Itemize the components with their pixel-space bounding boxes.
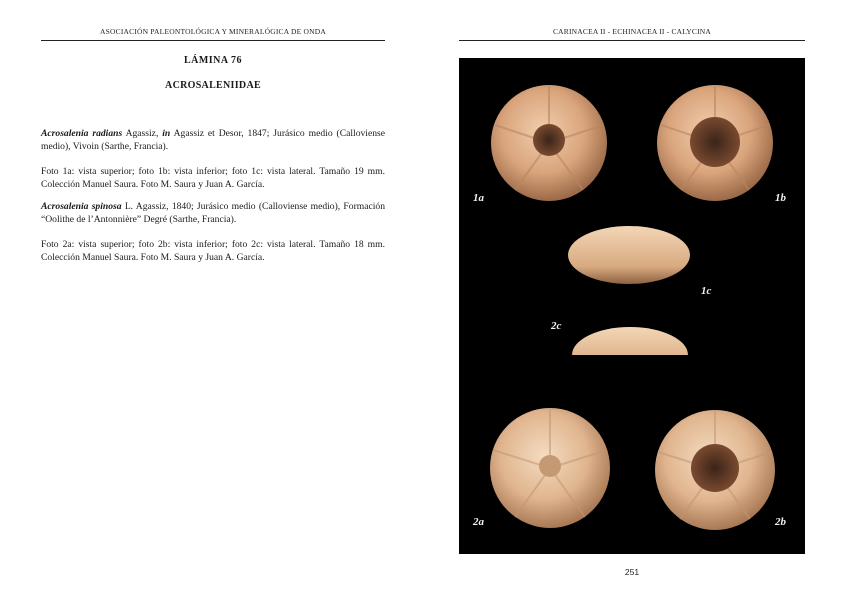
figure-label-1b: 1b xyxy=(775,192,786,204)
species-name-1: Acrosalenia radians xyxy=(41,128,123,139)
running-head-left: ASOCIACIÓN PALEONTOLÓGICA Y MINERALÓGICA DE ONDA xyxy=(100,27,326,36)
species-entry-2 xyxy=(41,200,385,226)
species-author-2: L. Agassiz, 1840; Jurásico medio (Calloviense medio), Formación “Oolithe de l’Antonnière” Degré (Sarthe, Francia). xyxy=(41,201,385,226)
photo-caption-2: Foto 2a: vista superior; foto 2b: vista inferior; foto 2c: vista lateral. Tamaño 18 mm. Colección Manuel Saura. Foto M. Saura y Juan A. García. xyxy=(41,239,385,264)
specimen-2a xyxy=(490,408,610,528)
species-entry-1 xyxy=(41,127,385,153)
figure-label-1a: 1a xyxy=(473,192,484,204)
photo-caption-1: Foto 1a: vista superior; foto 1b: vista inferior; foto 1c: vista lateral. Tamaño 19 mm. Colección Manuel Saura. Foto M. Saura y Juan A. García. xyxy=(41,166,385,191)
species-name-2: Acrosalenia spinosa xyxy=(41,201,122,212)
figure-label-2a: 2a xyxy=(473,516,484,528)
plate-title: LÁMINA 76 xyxy=(183,55,243,66)
specimen-photos xyxy=(459,58,805,554)
species-author-pre-1: Agassiz, xyxy=(122,128,163,139)
family-title: ACROSALENIIDAE xyxy=(165,80,261,91)
specimen-1c xyxy=(568,226,690,284)
running-head-right: CARINACEA II - ECHINACEA II - CALYCINA xyxy=(552,27,712,36)
header-rule-right xyxy=(459,40,805,41)
specimen-2c xyxy=(572,327,688,383)
figure-label-2b: 2b xyxy=(775,516,786,528)
specimen-1b xyxy=(657,85,773,201)
photo-plate xyxy=(459,58,805,554)
figure-label-1c: 1c xyxy=(701,285,712,297)
species-author-post-1: Agassiz et Desor, 1847; Jurásico medio (Calloviense medio), Vivoin (Sarthe, Francia). xyxy=(41,128,385,153)
figure-label-2c: 2c xyxy=(551,320,562,332)
specimen-1a xyxy=(491,85,607,201)
header-rule-left xyxy=(41,40,385,41)
page-number: 251 xyxy=(624,567,640,577)
specimen-2b xyxy=(655,410,775,530)
species-in-1: in xyxy=(162,128,171,139)
